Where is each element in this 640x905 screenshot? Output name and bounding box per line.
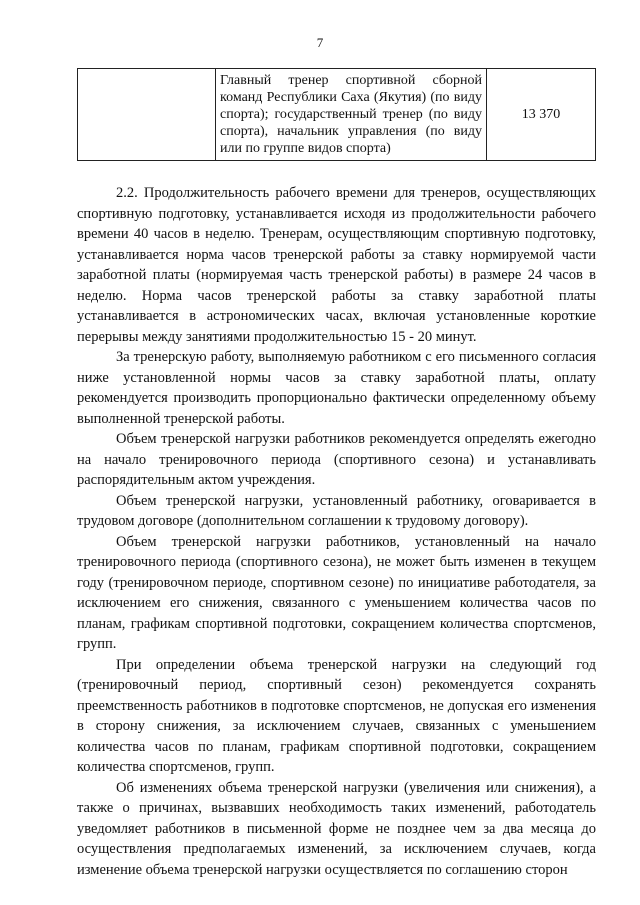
paragraph: При определении объема тренерской нагрузки на следующий год (тренировочный период, спортивный сезон) рекомендуется сохранять преемственность работников в подготовке спортсменов, не допуская его изменения в сторону снижения, за исключением случаев, связанных с уменьшением количества часов по планам, графикам спортивной подготовки, сокращением количества спортсменов, групп. bbox=[77, 656, 596, 775]
paragraph: Объем тренерской нагрузки, установленный работнику, оговаривается в трудовом договоре (дополнительном соглашении к трудовому договору). bbox=[77, 492, 596, 529]
salary-table bbox=[77, 68, 596, 161]
document-body bbox=[77, 183, 596, 880]
paragraph: 2.2. Продолжительность рабочего времени для тренеров, осуществляющих спортивную подготовку, устанавливается исходя из продолжительности рабочего времени 40 часов в неделю. Тренерам, осуществляющим спортивную подготовку, устанавливается норма часов тренерской работы за ставку нормируемой части заработной платы (нормируемая часть тренерской работы) в размере 24 часов в неделю. Норма часов тренерской работы за ставку заработной платы устанавливается в астрономических часах, включая установленные короткие перерывы между занятиями продолжительностью 15 - 20 минут. bbox=[77, 185, 596, 345]
table-cell-empty bbox=[78, 69, 216, 161]
paragraph: Объем тренерской нагрузки работников, установленный на начало тренировочного периода (спортивного сезона), не может быть изменен в текущем году (тренировочном периоде, спортивном сезоне) по инициативе работодателя, за исключением его снижения, связанного с уменьшением количества часов по планам, графикам спортивной подготовки, сокращением количества спортсменов, групп. bbox=[77, 533, 596, 652]
table-cell-position: Главный тренер спортивной сборной команд Республики Саха (Якутия) (по виду спорта); государственный тренер (по виду спорта), начальник управления (по виду или по группе видов спорта) bbox=[216, 69, 487, 161]
table-row bbox=[78, 69, 596, 161]
paragraph: Об изменениях объема тренерской нагрузки (увеличения или снижения), а также о причинах, вызвавших необходимость таких изменений, работодатель уведомляет работников в письменной форме не позднее чем за два месяца до осуществления предполагаемых изменений, за исключением случаев, когда изменение объема тренерской нагрузки осуществляется по соглашению сторон bbox=[77, 779, 596, 878]
table-cell-amount: 13 370 bbox=[487, 69, 596, 161]
page-number: 7 bbox=[316, 35, 324, 50]
paragraph: Объем тренерской нагрузки работников рекомендуется определять ежегодно на начало тренировочного периода (спортивного сезона) и устанавливать распорядительным актом учреждения. bbox=[77, 431, 596, 488]
paragraph: За тренерскую работу, выполняемую работником с его письменного согласия ниже установленной нормы часов за ставку заработной платы, оплату рекомендуется производить пропорционально фактически определенному объему выполненной тренерской работы. bbox=[77, 349, 596, 427]
